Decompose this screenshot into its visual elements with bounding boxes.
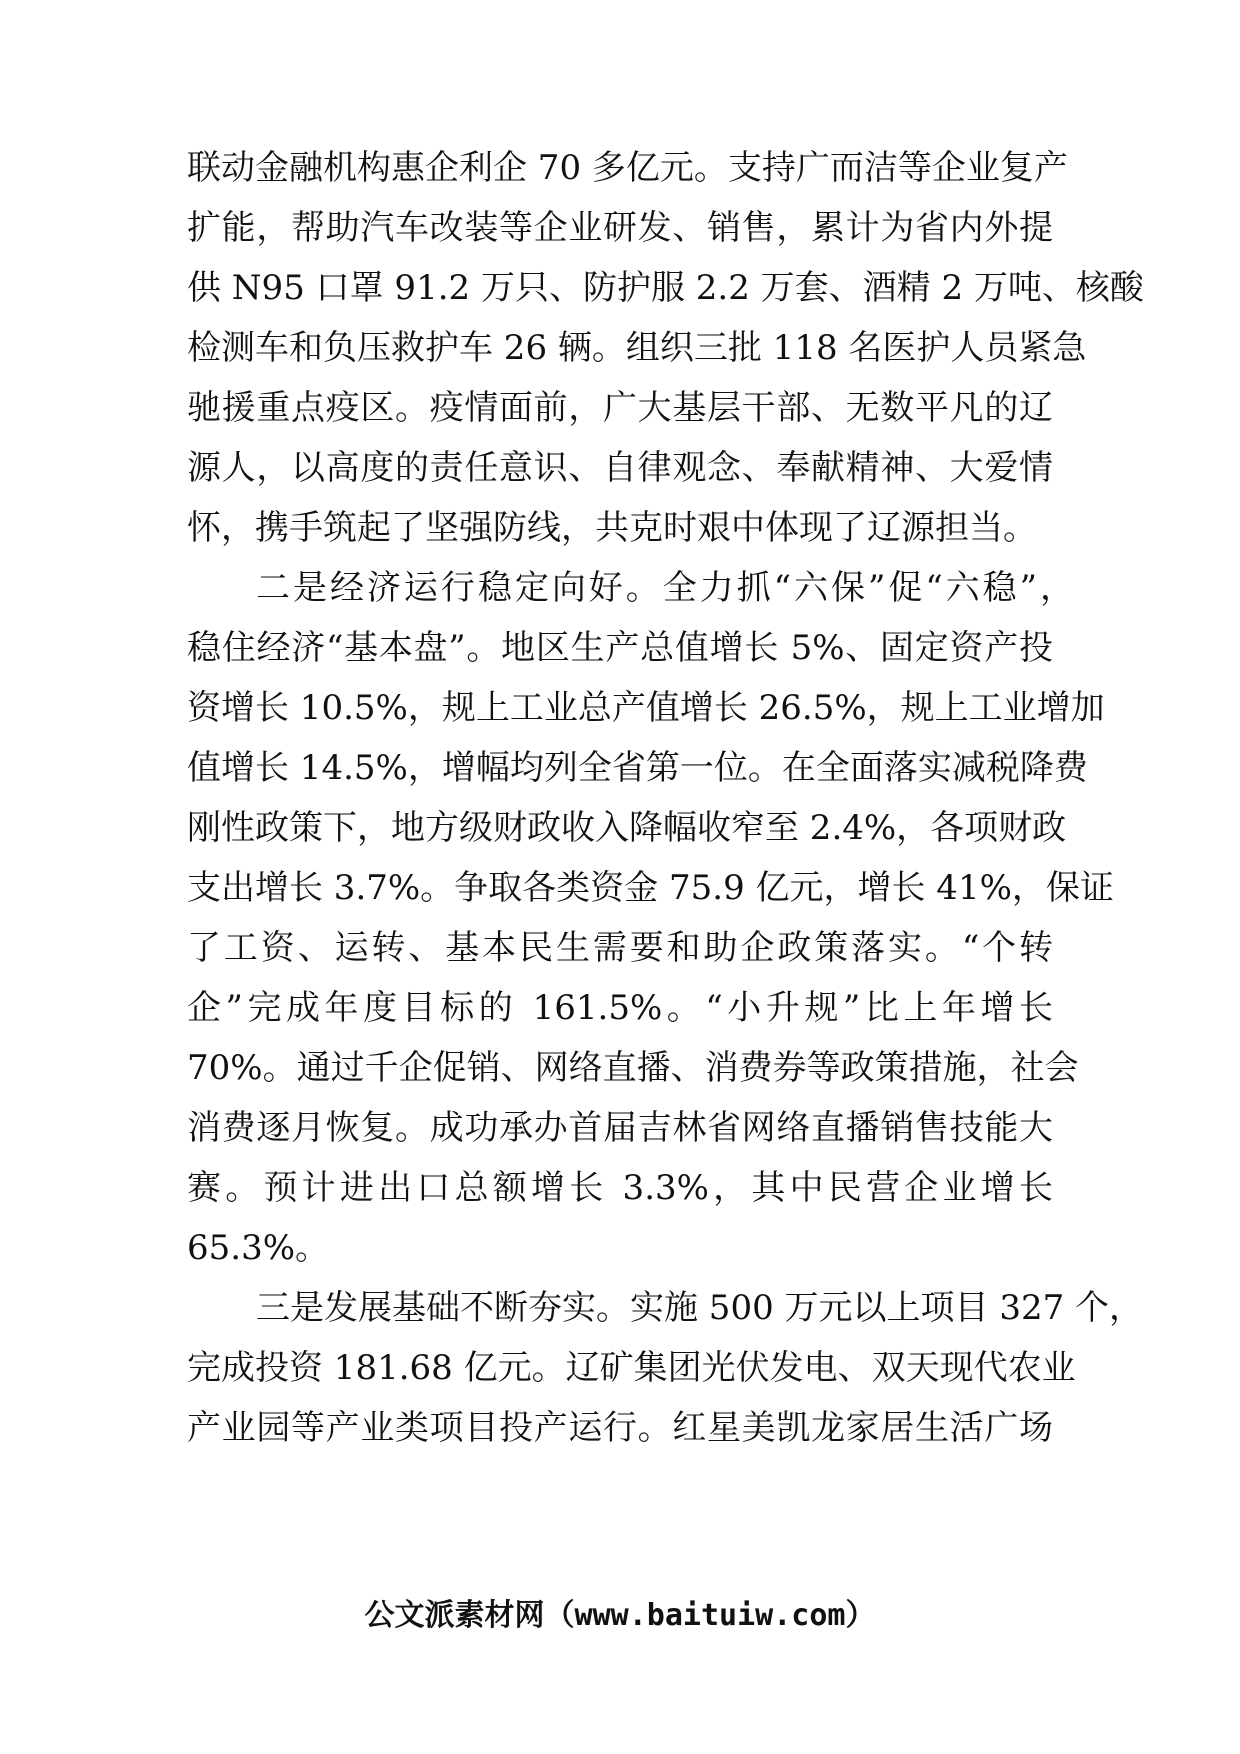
paragraph-line: 赛。预计进出口总额增长 3.3%，其中民营企业增长 bbox=[187, 1168, 1053, 1208]
paragraph-line: 稳住经济“基本盘”。地区生产总值增长 5%、固定资产投 bbox=[187, 628, 1053, 668]
paragraph-line: 了工资、运转、基本民生需要和助企政策落实。“个转 bbox=[187, 928, 1053, 968]
paragraph-line: 三是发展基础不断夯实。实施 500 万元以上项目 327 个， bbox=[256, 1288, 1144, 1328]
paragraph-line: 刚性政策下，地方级财政收入降幅收窄至 2.4%，各项财政 bbox=[187, 808, 1067, 848]
paragraph-line: 消费逐月恢复。成功承办首届吉林省网络直播销售技能大 bbox=[187, 1108, 1053, 1148]
footer-url: （www.baituiw.com） bbox=[544, 1598, 876, 1633]
footer-site-name: 公文派素材网 bbox=[364, 1598, 545, 1633]
paragraph-line: 源人，以高度的责任意识、自律观念、奉献精神、大爱情 bbox=[187, 448, 1053, 488]
paragraph-line: 驰援重点疫区。疫情面前，广大基层干部、无数平凡的辽 bbox=[187, 388, 1053, 428]
paragraph-line: 产业园等产业类项目投产运行。红星美凯龙家居生活广场 bbox=[187, 1408, 1053, 1448]
paragraph-line: 供 N95 口罩 91.2 万只、防护服 2.2 万套、酒精 2 万吨、核酸 bbox=[187, 268, 1144, 308]
paragraph-line: 联动金融机构惠企利企 70 多亿元。支持广而洁等企业复产 bbox=[187, 148, 1068, 188]
paragraph-line: 扩能，帮助汽车改装等企业研发、销售，累计为省内外提 bbox=[187, 208, 1053, 248]
page-footer bbox=[0, 1596, 1240, 1636]
paragraph-line: 值增长 14.5%，增幅均列全省第一位。在全面落实减税降费 bbox=[187, 748, 1088, 788]
paragraph-line: 检测车和负压救护车 26 辆。组织三批 118 名医护人员紧急 bbox=[187, 328, 1087, 368]
paragraph-line: 完成投资 181.68 亿元。辽矿集团光伏发电、双天现代农业 bbox=[187, 1348, 1076, 1388]
paragraph-line: 资增长 10.5%，规上工业总产值增长 26.5%，规上工业增加 bbox=[187, 688, 1105, 728]
paragraph-line: 65.3%。 bbox=[187, 1228, 330, 1268]
paragraph-line: 支出增长 3.7%。争取各类资金 75.9 亿元，增长 41%，保证 bbox=[187, 868, 1114, 908]
paragraph-line: 二是经济运行稳定向好。全力抓“六保”促“六稳”， bbox=[256, 568, 1074, 608]
paragraph-line: 怀，携手筑起了坚强防线，共克时艰中体现了辽源担当。 bbox=[187, 508, 1037, 548]
paragraph-line: 企”完成年度目标的 161.5%。“小升规”比上年增长 bbox=[187, 988, 1053, 1028]
paragraph-line: 70%。通过千企促销、网络直播、消费券等政策措施，社会 bbox=[187, 1048, 1079, 1088]
